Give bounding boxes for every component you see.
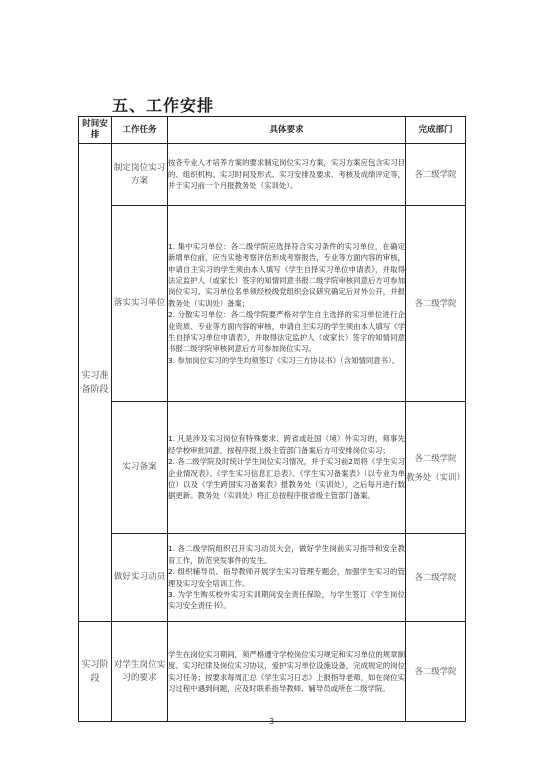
- requirement-text: 1. 集中实习单位：各二级学院应选择符合实习条件的实习单位，在确定新增单位前，应当实地考察评估形成考察报告，专业等方面内容的审核，申请自主实习的学生须由本人填写《学生自择实习单位申请表》，并取得法定监护人（或家长）签字的知情同意书报二级学院审核同意后方可参加岗位实习。实习单位名单须经校级党组织会议研究确定后对外公开，并报教务处（实训处）备案；: [168, 242, 405, 308]
- requirement-text: 2. 组织辅导员、指导教师开展学生实习管理专题会，加强学生实习的管理及实习安全培训工作。: [168, 567, 405, 588]
- dept-cell: [406, 402, 466, 534]
- task-cell: 落实实习单位: [112, 206, 168, 402]
- task-cell: 制定岗位实习方案: [112, 144, 168, 206]
- requirement-text: 1. 凡是涉及实习岗位有特殊要求、跨省或赴国（境）外实习的，须事先经学校审批同意，按程序报上级主管部门备案后方可安排岗位实习；: [168, 434, 405, 455]
- task-cell: 对学生岗位实习的要求: [112, 622, 168, 722]
- stage-cell: 实习准备阶段: [79, 144, 112, 622]
- task-cell: 做好实习动员: [112, 534, 168, 622]
- requirements-cell: [168, 206, 406, 402]
- table-header-row: [79, 117, 466, 144]
- requirement-text: 2. 各二级学院及时统计学生岗位实习情况，并于实习前2周将《学生实习企业情况表》、《学生实习信息汇总表》、《学生实习备案表》（以专业为单位）以及《学生跨国实习备案表》报教务处（实训处），之后每月进行数据更新。教务处（实训处）将汇总按程序报省级主管部门备案。: [168, 457, 405, 501]
- requirement-text: 3. 为学生购买校外实习实训期间安全责任保险，与学生签订《学生岗位实习安全责任书》。: [168, 589, 405, 611]
- requirement-text: 3. 参加岗位实习的学生均须签订《实习三方协议书》（含知情同意书）。: [168, 355, 400, 365]
- table-row: [79, 402, 466, 534]
- requirement-text: 1. 各二级学院组织召开实习动员大会，做好学生岗前实习指导和安全教育工作，防范突发事件的发生。: [168, 544, 405, 565]
- dept-text: 各二级学院: [414, 452, 457, 463]
- section-title: 五、工作安排: [112, 96, 215, 115]
- work-arrangement-table: [78, 116, 466, 722]
- table-row: [79, 534, 466, 622]
- requirements-cell: [168, 534, 406, 622]
- header-dept: 完成部门: [406, 117, 466, 144]
- table-row: [79, 622, 466, 722]
- requirement-text: 2. 分散实习单位：各二级学院要严格对学生自主选择的实习单位进行企业资质、专业等方面内容的审核，申请自主实习的学生须由本人填写《学生自择实习单位申请表》，并取得法定监护人（或家长）签字的知情同意书报二级学院审核同意后方可参加岗位实习。: [168, 310, 405, 354]
- stage-cell: 实习阶段: [79, 622, 112, 722]
- requirement-text: 按各专业人才培养方案的要求制定岗位实习方案，实习方案应包含实习目的、组织机构、实习时间及形式、实习安排及要求、考核及成绩评定等，并于实习前一个月报教务处（实训处）。: [168, 158, 405, 191]
- header-task: 工作任务: [112, 117, 168, 144]
- dept-cell: 各二级学院: [406, 206, 466, 402]
- requirements-cell: [168, 144, 406, 206]
- header-requirements: 具体要求: [168, 117, 406, 144]
- dept-sub-text: 教务处（实训）: [406, 471, 465, 482]
- table-row: [79, 144, 466, 206]
- requirements-cell: [168, 402, 406, 534]
- dept-cell: 各二级学院: [406, 622, 466, 722]
- dept-cell: 各二级学院: [406, 534, 466, 622]
- header-stage: 时间安排: [79, 117, 112, 144]
- requirement-text: 学生在岗位实习期间，须严格遵守学校岗位实习规定和实习单位的规章制度、实习纪律及岗位实习协议，爱护实习单位设施设备，完成规定的岗位实习任务；按要求每周汇总《学生实习日志》上报指导老师，如在岗位实习过程中遇到问题，应及时联系指导教师、辅导员或所在二级学院。: [168, 649, 405, 693]
- dept-cell: 各二级学院: [406, 144, 466, 206]
- table-row: [79, 206, 466, 402]
- task-cell: 实习备案: [112, 402, 168, 534]
- requirements-cell: [168, 622, 406, 722]
- page-number: - 3 -: [263, 717, 280, 726]
